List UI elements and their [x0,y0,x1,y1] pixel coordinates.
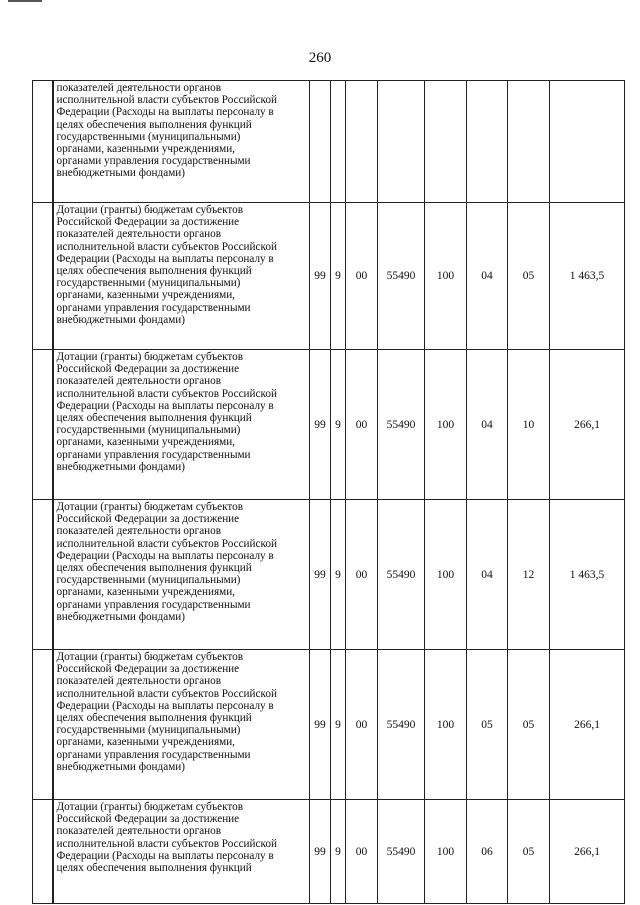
code-cell [346,81,378,203]
code-cell [331,81,346,203]
code-cell: 00 [346,800,378,904]
code-cell: 04 [467,350,508,500]
table-row [33,350,625,500]
code-cell: 100 [425,203,467,350]
code-cell: 9 [331,500,346,650]
code-cell: 06 [467,800,508,904]
code-cell: 99 [310,350,331,500]
code-cell: 100 [425,800,467,904]
code-cell: 10 [508,350,550,500]
code-cell [425,81,467,203]
code-cell: 55490 [378,800,425,904]
code-cell [378,81,425,203]
row-description: Дотации (гранты) бюджетам субъектов Российской Федерации за достижение показателей деятельности органов исполнительной власти субъектов Российской Федерации (Расходы на выплаты персоналу в целях обеспечения выполнения функций государственными (муниципальными) органами, казенными учреждениями, органами управления государственными внебюджетными фондами) [53,650,310,800]
code-cell: 05 [508,800,550,904]
code-cell: 04 [467,203,508,350]
code-cell: 9 [331,650,346,800]
page-number: 260 [308,50,332,66]
code-cell: 99 [310,650,331,800]
row-number-cell [33,800,53,904]
amount-cell: 266,1 [550,650,625,800]
amount-cell: 1 463,5 [550,500,625,650]
code-cell: 00 [346,203,378,350]
code-cell: 55490 [378,203,425,350]
amount-cell [550,81,625,203]
row-number-cell [33,81,53,203]
code-cell: 00 [346,350,378,500]
table-row [33,650,625,800]
code-cell: 9 [331,800,346,904]
amount-cell: 1 463,5 [550,203,625,350]
row-number-cell [33,203,53,350]
code-cell: 00 [346,500,378,650]
row-description: Дотации (гранты) бюджетам субъектов Российской Федерации за достижение показателей деятельности органов исполнительной власти субъектов Российской Федерации (Расходы на выплаты персоналу в целях обеспечения выполнения функций [53,800,310,904]
code-cell: 55490 [378,350,425,500]
table-row [33,800,625,904]
code-cell: 05 [508,203,550,350]
row-description: Дотации (гранты) бюджетам субъектов Российской Федерации за достижение показателей деятельности органов исполнительной власти субъектов Российской Федерации (Расходы на выплаты персоналу в целях обеспечения выполнения функций государственными (муниципальными) органами, казенными учреждениями, органами управления государственными внебюджетными фондами) [53,203,310,350]
code-cell: 04 [467,500,508,650]
row-number-cell [33,650,53,800]
code-cell: 99 [310,203,331,350]
row-number-cell [33,350,53,500]
code-cell: 55490 [378,650,425,800]
code-cell [310,81,331,203]
table-row [33,81,625,203]
row-number-cell [33,500,53,650]
code-cell [467,81,508,203]
code-cell: 05 [508,650,550,800]
table-row [33,203,625,350]
code-cell: 9 [331,203,346,350]
code-cell: 00 [346,650,378,800]
code-cell [508,81,550,203]
code-cell: 100 [425,650,467,800]
code-cell: 100 [425,350,467,500]
corner-mark [8,0,42,2]
code-cell: 99 [310,500,331,650]
row-description: Дотации (гранты) бюджетам субъектов Российской Федерации за достижение показателей деятельности органов исполнительной власти субъектов Российской Федерации (Расходы на выплаты персоналу в целях обеспечения выполнения функций государственными (муниципальными) органами, казенными учреждениями, органами управления государственными внебюджетными фондами) [53,500,310,650]
row-description: Дотации (гранты) бюджетам субъектов Российской Федерации за достижение показателей деятельности органов исполнительной власти субъектов Российской Федерации (Расходы на выплаты персоналу в целях обеспечения выполнения функций государственными (муниципальными) органами, казенными учреждениями, органами управления государственными внебюджетными фондами) [53,350,310,500]
budget-table [32,80,625,904]
code-cell: 12 [508,500,550,650]
code-cell: 99 [310,800,331,904]
row-description: показателей деятельности органов исполнительной власти субъектов Российской Федерации (Расходы на выплаты персоналу в целях обеспечения выполнения функций государственными (муниципальными) органами, казенными учреждениями, органами управления государственными внебюджетными фондами) [53,81,310,203]
code-cell: 55490 [378,500,425,650]
amount-cell: 266,1 [550,800,625,904]
code-cell: 100 [425,500,467,650]
code-cell: 9 [331,350,346,500]
table-row [33,500,625,650]
code-cell: 05 [467,650,508,800]
amount-cell: 266,1 [550,350,625,500]
